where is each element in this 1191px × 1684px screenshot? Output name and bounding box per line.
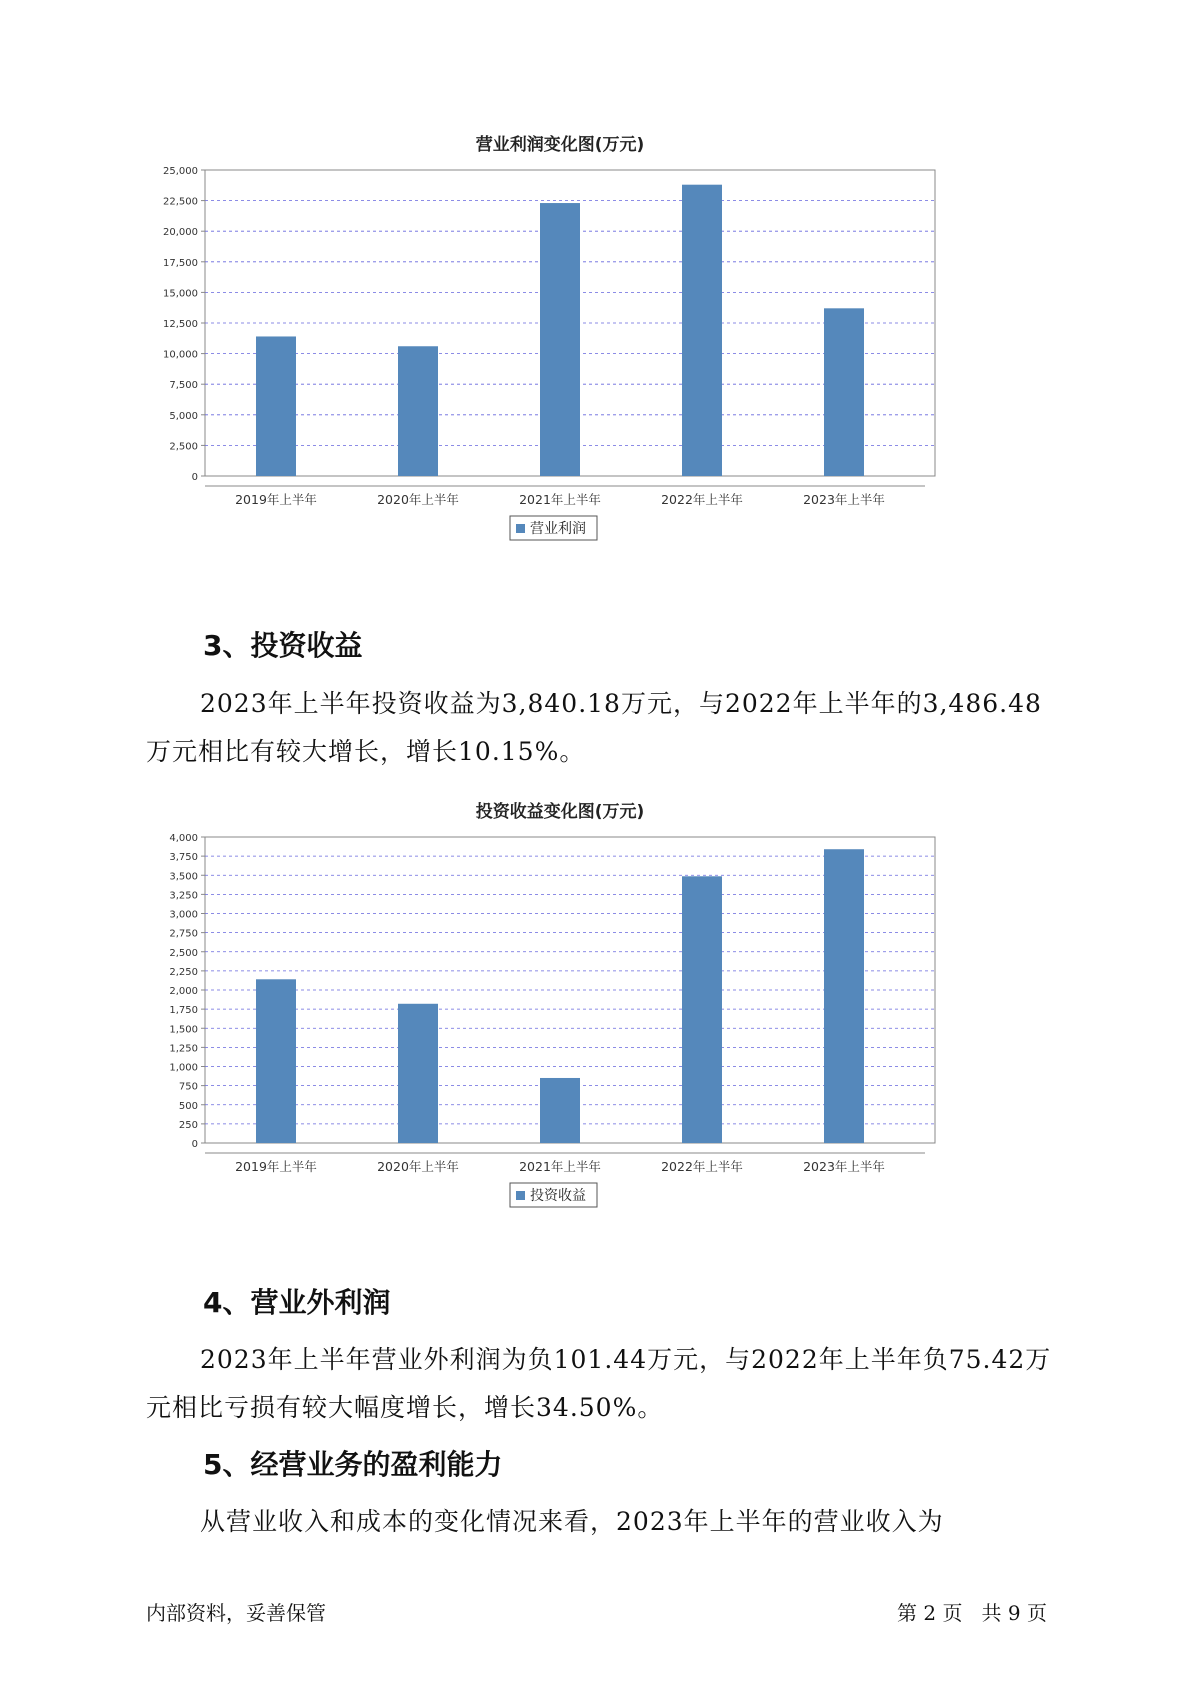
y-tick-label: 4,000: [169, 833, 198, 844]
y-tick-label: 1,500: [169, 1024, 198, 1036]
y-tick-label: 1,250: [169, 1043, 198, 1055]
legend-label: 投资收益: [530, 1188, 586, 1204]
y-tick-label: 2,500: [169, 441, 198, 453]
section-paragraph-investment-income: 2023年上半年投资收益为3,840.18万元，与2022年上半年的3,486.48万元相比有较大增长，增长10.15%。: [146, 689, 1042, 766]
y-tick-label: 2,000: [169, 986, 198, 997]
x-tick-label: 2021年上半年: [519, 1159, 601, 1174]
bar-5: [824, 308, 864, 476]
section-heading-investment-income: 3、投资收益: [203, 629, 363, 662]
y-tick-label: 15,000: [163, 288, 198, 300]
y-tick-label: 0: [191, 472, 198, 483]
y-tick-label: 500: [178, 1100, 198, 1112]
x-tick-label: 2022年上半年: [661, 1159, 743, 1174]
y-tick-label: 0: [191, 1139, 198, 1150]
bar-3: [540, 1078, 580, 1143]
y-tick-label: 7,500: [169, 380, 198, 392]
bar-4: [682, 185, 722, 476]
x-tick-label: 2023年上半年: [803, 492, 885, 507]
y-tick-label: 20,000: [163, 227, 198, 239]
section-paragraph-profitability: 从营业收入和成本的变化情况来看，2023年上半年的营业收入为: [200, 1507, 944, 1536]
y-tick-label: 3,000: [169, 909, 198, 921]
bar-1: [256, 979, 296, 1143]
y-tick-label: 3,250: [169, 890, 198, 902]
legend-label: 营业利润: [530, 521, 586, 537]
y-tick-label: 250: [178, 1119, 198, 1131]
bar-2: [398, 346, 438, 476]
bar-2: [398, 1004, 438, 1143]
investment-income-chart-svg: [160, 795, 1020, 1225]
chart-title: 投资收益变化图(万元): [475, 802, 645, 822]
legend-swatch: [516, 1191, 525, 1200]
y-tick-label: 3,750: [169, 852, 198, 864]
y-tick-label: 750: [178, 1081, 198, 1093]
x-tick-label: 2023年上半年: [803, 1159, 885, 1174]
section-paragraph-non-operating-profit: 2023年上半年营业外利润为负101.44万元，与2022年上半年负75.42万元相比亏损有较大幅度增长，增长34.50%。: [146, 1345, 1052, 1422]
x-tick-label: 2020年上半年: [377, 1159, 459, 1174]
y-tick-label: 25,000: [163, 166, 198, 177]
y-tick-label: 2,750: [169, 928, 198, 940]
x-tick-label: 2020年上半年: [377, 492, 459, 507]
footer-page-number: 第 2 页 共 9 页: [897, 1601, 1047, 1625]
bar-3: [540, 203, 580, 476]
y-tick-label: 5,000: [169, 410, 198, 422]
y-tick-label: 1,000: [169, 1062, 198, 1074]
y-tick-label: 1,750: [169, 1005, 198, 1017]
y-tick-label: 22,500: [163, 196, 198, 208]
bar-5: [824, 849, 864, 1143]
operating-profit-chart-svg: [160, 128, 1020, 558]
bar-1: [256, 336, 296, 476]
investment-income-chart: [160, 795, 1020, 1225]
y-tick-label: 17,500: [163, 257, 198, 269]
operating-profit-chart: [160, 128, 1020, 558]
x-tick-label: 2019年上半年: [235, 492, 317, 507]
section-heading-non-operating-profit: 4、营业外利润: [203, 1286, 391, 1319]
y-tick-label: 12,500: [163, 319, 198, 330]
x-tick-label: 2021年上半年: [519, 492, 601, 507]
y-tick-label: 3,500: [169, 871, 198, 883]
section-heading-profitability: 5、经营业务的盈利能力: [203, 1448, 503, 1481]
y-tick-label: 10,000: [163, 349, 198, 361]
legend-swatch: [516, 524, 525, 533]
footer-confidential-note: 内部资料，妥善保管: [146, 1601, 326, 1625]
chart-title: 营业利润变化图(万元): [475, 135, 645, 155]
x-tick-label: 2019年上半年: [235, 1159, 317, 1174]
x-tick-label: 2022年上半年: [661, 492, 743, 507]
bar-4: [682, 876, 722, 1143]
y-tick-label: 2,500: [169, 947, 198, 959]
y-tick-label: 2,250: [169, 966, 198, 978]
